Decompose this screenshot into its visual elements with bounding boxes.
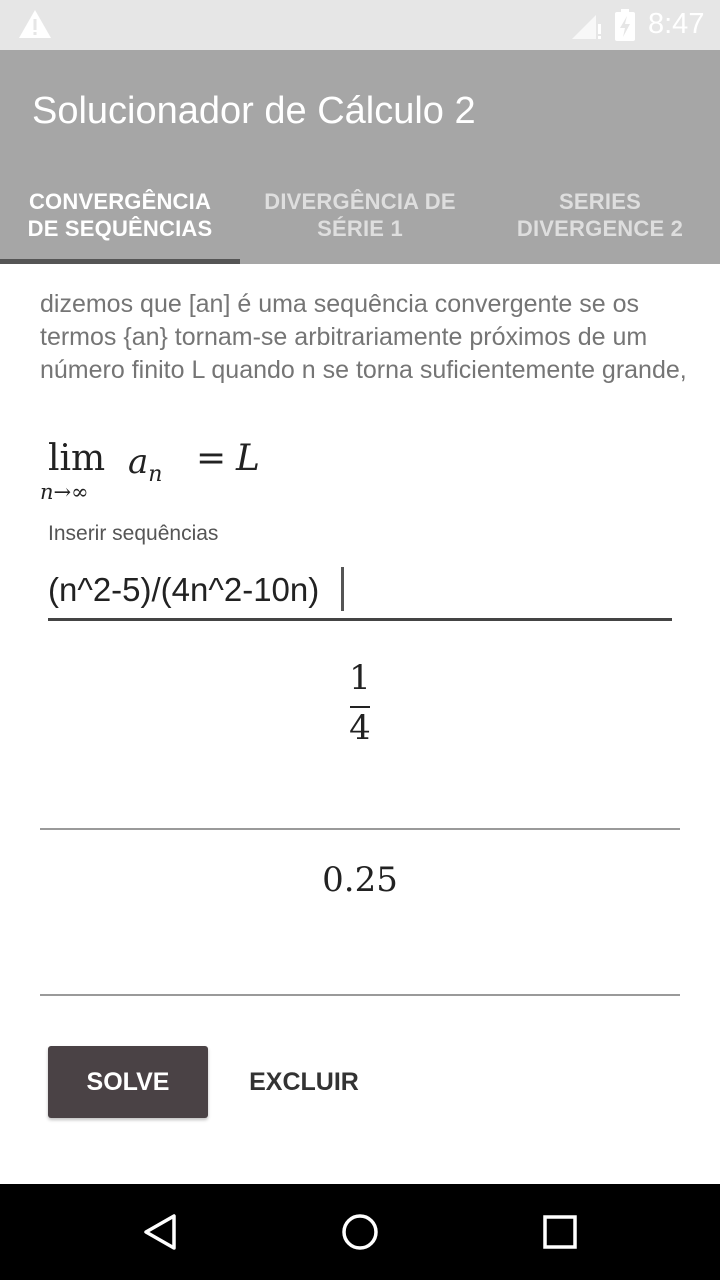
fraction-denominator: 4 xyxy=(349,708,371,748)
tab-label-line1: SERIES xyxy=(559,189,641,214)
formula-limit: L xyxy=(236,438,260,479)
formula-lim: lim xyxy=(48,438,106,479)
tab-label-line1: DIVERGÊNCIA DE xyxy=(264,189,456,214)
home-icon[interactable] xyxy=(340,1212,380,1252)
delete-button[interactable]: EXCLUIR xyxy=(236,1046,372,1118)
formula-equals: = xyxy=(196,438,227,479)
app-bar xyxy=(0,50,720,264)
status-time: 8:47 xyxy=(648,8,705,40)
result-divider xyxy=(40,828,680,830)
back-icon[interactable] xyxy=(140,1212,180,1252)
status-bar xyxy=(0,0,720,50)
navigation-bar xyxy=(0,1184,720,1280)
tab-label-line2: DE SEQUÊNCIAS xyxy=(27,216,213,241)
app-title: Solucionador de Cálculo 2 xyxy=(32,90,476,132)
tab-label-line2: DIVERGENCE 2 xyxy=(516,216,684,241)
sequence-input[interactable] xyxy=(48,562,672,621)
warning-icon xyxy=(18,9,52,39)
text-caret xyxy=(341,567,344,611)
recents-icon[interactable] xyxy=(540,1212,580,1252)
tab-sequence-convergence[interactable] xyxy=(0,188,240,264)
formula-term xyxy=(128,442,162,487)
tab-series-divergence-2[interactable] xyxy=(480,188,720,264)
tab-label-line2: SÉRIE 1 xyxy=(317,216,403,241)
signal-icon xyxy=(570,12,604,40)
formula-lim-subscript: n→∞ xyxy=(40,480,89,504)
tab-label-line1: CONVERGÊNCIA xyxy=(28,189,212,214)
solve-button[interactable]: SOLVE xyxy=(48,1046,208,1118)
definition-text: dizemos que [an] é uma sequência convergente se os termos {an} tornam-se arbitrariamente próximos de um número finito L quando n se torna suficientemente grande, xyxy=(40,290,687,384)
limit-formula xyxy=(40,436,300,506)
tab-series-divergence-1[interactable] xyxy=(240,188,480,264)
active-tab-indicator xyxy=(0,259,240,264)
battery-charging-icon xyxy=(614,9,636,41)
sequence-input-label: Inserir sequências xyxy=(48,522,219,545)
formula-term-base: a xyxy=(128,442,149,482)
result-decimal: 0.25 xyxy=(322,860,398,900)
result-fraction xyxy=(330,658,390,748)
formula-term-subscript: n xyxy=(148,461,163,487)
fraction-numerator: 1 xyxy=(349,658,371,698)
result-divider xyxy=(40,994,680,996)
